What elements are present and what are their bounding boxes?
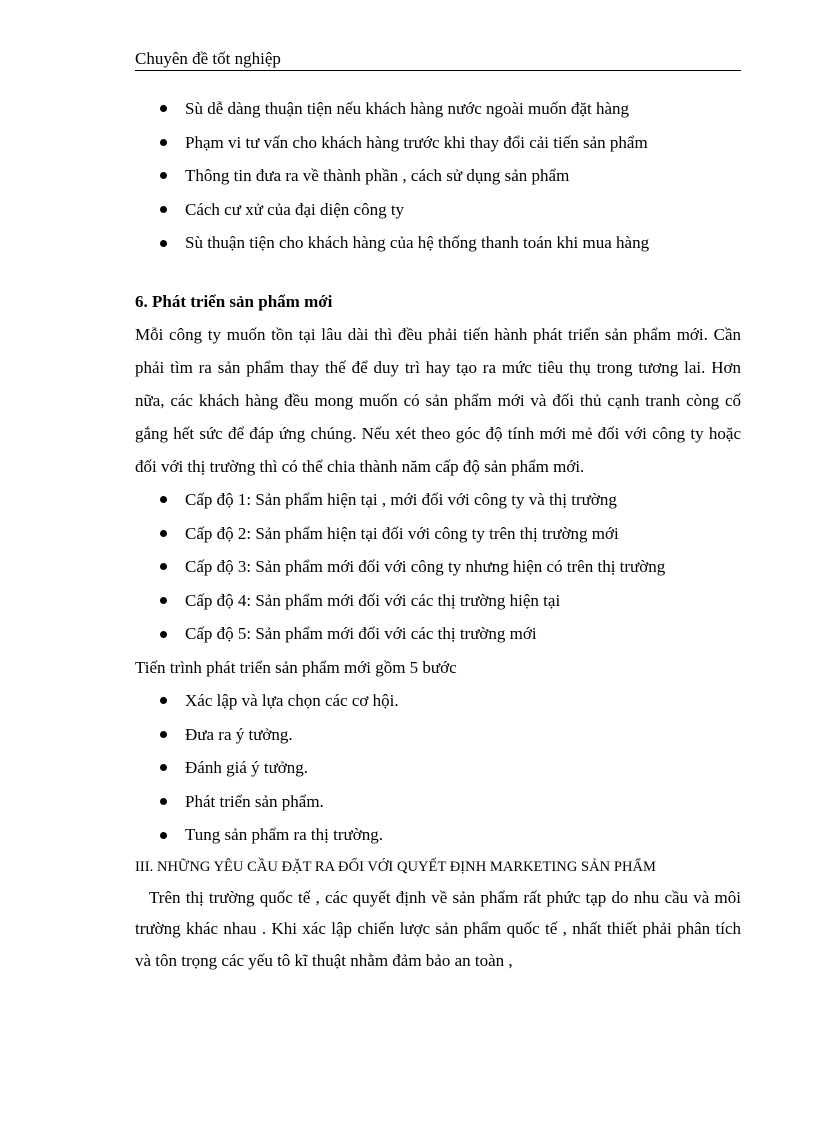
- process-intro: Tiến trình phát triển sản phẩm mới gồm 5 bước: [135, 657, 457, 677]
- process-steps-list: [135, 684, 741, 852]
- section-3-heading: III. NHỮNG YÊU CẦU ĐẶT RA ĐỐI VỚI QUYẾT ĐỊNH MARKETING SẢN PHẨM: [135, 858, 656, 875]
- bullet-dot-icon: [160, 731, 167, 738]
- bullet-dot-icon: [160, 631, 167, 638]
- bullet-dot-icon: [160, 206, 167, 213]
- list-item: Cách cư xử của đại diện công ty: [135, 193, 741, 227]
- list-item: Xác lập và lựa chọn các cơ hội.: [135, 684, 741, 718]
- list-item: Cấp độ 5: Sản phẩm mới đối với các thị trường mới: [135, 617, 741, 651]
- page-content: [135, 92, 741, 976]
- running-header: Chuyên đề tốt nghiệp: [135, 49, 281, 68]
- list-item: Phạm vi tư vấn cho khách hàng trước khi thay đổi cải tiến sản phẩm: [135, 126, 741, 160]
- bullet-dot-icon: [160, 172, 167, 179]
- bullet-dot-icon: [160, 597, 167, 604]
- list-item: Thông tin đưa ra về thành phần , cách sử dụng sản phẩm: [135, 159, 741, 193]
- list-item: Cấp độ 4: Sản phẩm mới đối với các thị trường hiện tại: [135, 584, 741, 618]
- bullet-dot-icon: [160, 832, 167, 839]
- list-item: Sù thuận tiện cho khách hàng của hệ thống thanh toán khi mua hàng: [135, 226, 741, 260]
- list-item: Tung sản phẩm ra thị trường.: [135, 818, 741, 852]
- bullet-dot-icon: [160, 563, 167, 570]
- bullet-dot-icon: [160, 530, 167, 537]
- section-6-paragraph: Mỗi công ty muốn tồn tại lâu dài thì đều phải tiến hành phát triển sản phẩm mới. Cần phải tìm ra sản phẩm thay thế để duy trì hay tạo ra mức tiêu thụ trong tương lai. Hơn nữa, các khách hàng đều mong muốn có sản phẩm mới và đối thủ cạnh tranh còng cố gắng hết sức để đáp ứng chúng. Nếu xét theo góc độ tính mới mẻ đối với công ty hoặc đối với thị trường thì có thể chia thành năm cấp độ sản phẩm mới.: [135, 324, 741, 476]
- header-rule: [135, 70, 741, 71]
- bullet-dot-icon: [160, 105, 167, 112]
- bullet-dot-icon: [160, 139, 167, 146]
- list-item: Cấp độ 1: Sản phẩm hiện tại , mới đối với công ty và thị trường: [135, 483, 741, 517]
- list-item: Đưa ra ý tưởng.: [135, 718, 741, 752]
- list-item: Cấp độ 2: Sản phẩm hiện tại đối với công ty trên thị trường mới: [135, 517, 741, 551]
- list-item: Sù dễ dàng thuận tiện nếu khách hàng nước ngoài muốn đặt hàng: [135, 92, 741, 126]
- bullet-dot-icon: [160, 764, 167, 771]
- list-item: Đánh giá ý tưởng.: [135, 751, 741, 785]
- product-levels-list: [135, 483, 741, 651]
- bullet-dot-icon: [160, 240, 167, 247]
- section-6-heading: 6. Phát triển sản phẩm mới: [135, 291, 333, 311]
- spacer: [135, 260, 741, 285]
- list-item: Phát triển sản phẩm.: [135, 785, 741, 819]
- bullet-dot-icon: [160, 697, 167, 704]
- section-3-paragraph: Trên thị trường quốc tế , các quyết định về sản phẩm rất phức tạp do nhu cầu và môi trường khác nhau . Khi xác lập chiến lược sản phẩm quốc tế , nhất thiết phải phân tích và tôn trọng các yếu tô kĩ thuật nhằm đảm bảo an toàn ,: [135, 887, 741, 970]
- top-bullet-list: [135, 92, 741, 260]
- bullet-dot-icon: [160, 798, 167, 805]
- list-item: Cấp độ 3: Sản phẩm mới đối với công ty nhưng hiện có trên thị trường: [135, 550, 741, 584]
- bullet-dot-icon: [160, 496, 167, 503]
